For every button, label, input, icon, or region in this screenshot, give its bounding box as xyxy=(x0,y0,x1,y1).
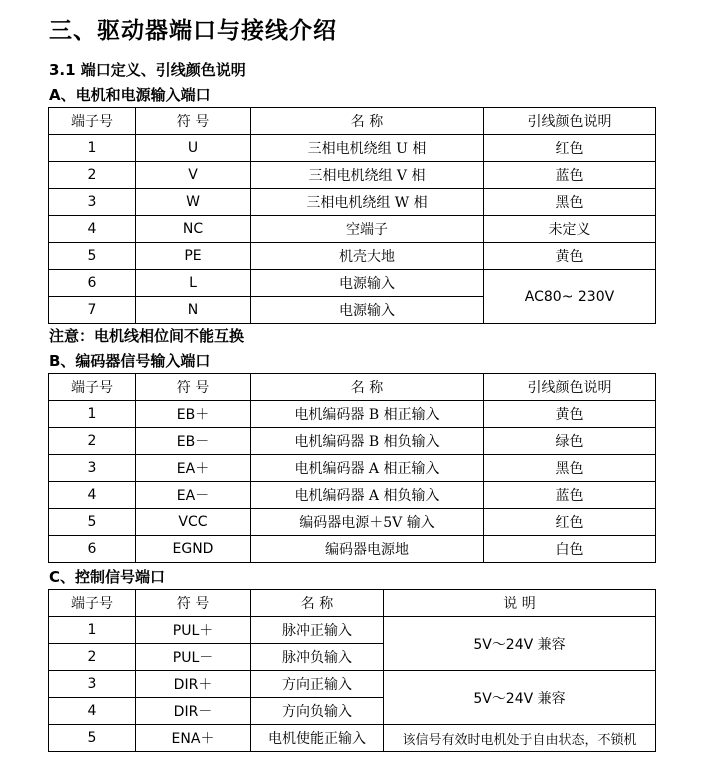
terminal-symbol: PUL＋ xyxy=(136,617,251,644)
header-cell: 符 号 xyxy=(136,374,251,401)
terminal-name: 编码器电源＋5V 输入 xyxy=(251,509,484,536)
table-header-row xyxy=(49,108,656,135)
header-cell: 符 号 xyxy=(136,108,251,135)
terminal-symbol: EA＋ xyxy=(136,455,251,482)
table-b-title: B、编码器信号输入端口 xyxy=(49,352,211,370)
terminal-symbol: PUL－ xyxy=(136,644,251,671)
terminal-symbol: U xyxy=(136,135,251,162)
wire-color: 蓝色 xyxy=(484,162,656,189)
terminal-symbol: W xyxy=(136,189,251,216)
motor-power-port-table xyxy=(48,107,656,324)
wire-color: 蓝色 xyxy=(484,482,656,509)
terminal-number: 1 xyxy=(49,135,136,162)
terminal-name: 电机编码器 B 相正输入 xyxy=(251,401,484,428)
table-row xyxy=(49,509,656,536)
table-header-row xyxy=(49,590,656,617)
terminal-number: 3 xyxy=(49,671,136,698)
terminal-symbol: ENA＋ xyxy=(136,725,251,752)
enable-signal-description: 该信号有效时电机处于自由状态，不锁机 xyxy=(384,725,656,752)
terminal-symbol: V xyxy=(136,162,251,189)
wire-color: 绿色 xyxy=(484,428,656,455)
page-title: 三、驱动器端口与接线介绍 xyxy=(49,18,337,44)
terminal-number: 1 xyxy=(49,617,136,644)
terminal-name: 方向正输入 xyxy=(251,671,384,698)
terminal-number: 2 xyxy=(49,162,136,189)
terminal-number: 4 xyxy=(49,482,136,509)
terminal-name: 电源输入 xyxy=(251,297,484,324)
wire-color: 红色 xyxy=(484,135,656,162)
header-cell: 说 明 xyxy=(384,590,656,617)
terminal-name: 编码器电源地 xyxy=(251,536,484,563)
terminal-number: 2 xyxy=(49,428,136,455)
section-heading: 3.1 端口定义、引线颜色说明 xyxy=(49,61,246,79)
terminal-number: 6 xyxy=(49,536,136,563)
terminal-name: 脉冲正输入 xyxy=(251,617,384,644)
table-row xyxy=(49,135,656,162)
terminal-number: 4 xyxy=(49,216,136,243)
encoder-port-table xyxy=(48,373,656,563)
terminal-name: 空端子 xyxy=(251,216,484,243)
terminal-name: 电机使能正输入 xyxy=(251,725,384,752)
wire-color: 黄色 xyxy=(484,401,656,428)
wire-color: 未定义 xyxy=(484,216,656,243)
header-cell: 名 称 xyxy=(251,590,384,617)
header-cell: 端子号 xyxy=(49,590,136,617)
terminal-number: 2 xyxy=(49,644,136,671)
terminal-number: 4 xyxy=(49,698,136,725)
table-header-row xyxy=(49,374,656,401)
terminal-number: 5 xyxy=(49,509,136,536)
terminal-name: 方向负输入 xyxy=(251,698,384,725)
power-voltage-range: AC80~ 230V xyxy=(484,270,656,324)
terminal-symbol: EB－ xyxy=(136,428,251,455)
wire-color: 黄色 xyxy=(484,243,656,270)
wiring-note: 注意：电机线相位间不能互换 xyxy=(49,327,245,345)
table-row xyxy=(49,270,656,297)
wire-color: 白色 xyxy=(484,536,656,563)
terminal-symbol: L xyxy=(136,270,251,297)
terminal-name: 脉冲负输入 xyxy=(251,644,384,671)
table-row xyxy=(49,536,656,563)
table-row xyxy=(49,482,656,509)
terminal-number: 1 xyxy=(49,401,136,428)
terminal-number: 3 xyxy=(49,455,136,482)
terminal-symbol: EB＋ xyxy=(136,401,251,428)
header-cell: 端子号 xyxy=(49,374,136,401)
header-cell: 名 称 xyxy=(251,374,484,401)
table-row xyxy=(49,455,656,482)
table-row xyxy=(49,401,656,428)
terminal-name: 机壳大地 xyxy=(251,243,484,270)
table-row xyxy=(49,617,656,644)
terminal-name: 电机编码器 A 相正输入 xyxy=(251,455,484,482)
terminal-name: 电机编码器 B 相负输入 xyxy=(251,428,484,455)
table-row xyxy=(49,428,656,455)
terminal-symbol: VCC xyxy=(136,509,251,536)
table-row xyxy=(49,216,656,243)
header-cell: 名 称 xyxy=(251,108,484,135)
terminal-symbol: EA－ xyxy=(136,482,251,509)
wire-color: 黑色 xyxy=(484,189,656,216)
table-row xyxy=(49,671,656,698)
terminal-symbol: NC xyxy=(136,216,251,243)
terminal-name: 三相电机绕组 U 相 xyxy=(251,135,484,162)
table-row xyxy=(49,162,656,189)
header-cell: 符 号 xyxy=(136,590,251,617)
terminal-number: 7 xyxy=(49,297,136,324)
wire-color: 黑色 xyxy=(484,455,656,482)
terminal-symbol: DIR－ xyxy=(136,698,251,725)
terminal-number: 3 xyxy=(49,189,136,216)
table-a-title: A、电机和电源输入端口 xyxy=(49,86,211,104)
direction-signal-description: 5V～24V 兼容 xyxy=(384,671,656,725)
header-cell: 端子号 xyxy=(49,108,136,135)
terminal-name: 三相电机绕组 V 相 xyxy=(251,162,484,189)
terminal-symbol: EGND xyxy=(136,536,251,563)
terminal-symbol: DIR＋ xyxy=(136,671,251,698)
terminal-symbol: PE xyxy=(136,243,251,270)
terminal-number: 5 xyxy=(49,725,136,752)
table-row xyxy=(49,725,656,752)
table-row xyxy=(49,189,656,216)
wire-color: 红色 xyxy=(484,509,656,536)
control-signal-port-table xyxy=(48,589,656,752)
table-c-title: C、控制信号端口 xyxy=(49,568,166,586)
terminal-number: 6 xyxy=(49,270,136,297)
terminal-number: 5 xyxy=(49,243,136,270)
terminal-name: 三相电机绕组 W 相 xyxy=(251,189,484,216)
terminal-symbol: N xyxy=(136,297,251,324)
header-cell: 引线颜色说明 xyxy=(484,374,656,401)
header-cell: 引线颜色说明 xyxy=(484,108,656,135)
table-row xyxy=(49,243,656,270)
pulse-signal-description: 5V～24V 兼容 xyxy=(384,617,656,671)
terminal-name: 电源输入 xyxy=(251,270,484,297)
terminal-name: 电机编码器 A 相负输入 xyxy=(251,482,484,509)
